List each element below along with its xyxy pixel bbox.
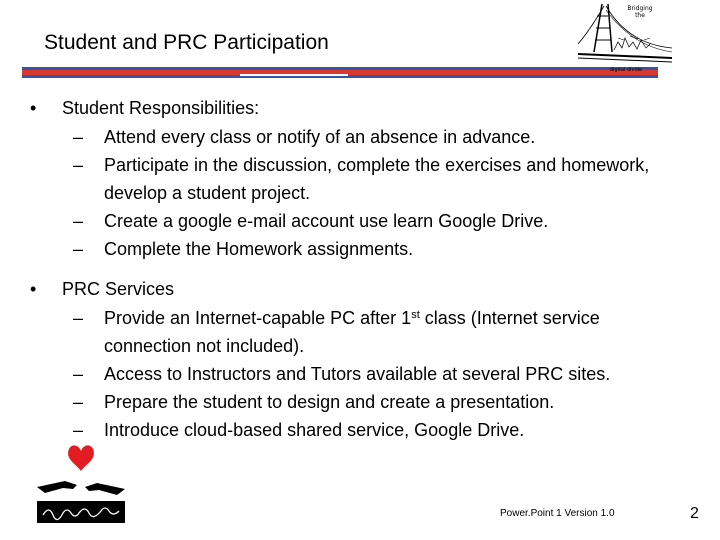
slide-title: Student and PRC Participation [44, 31, 329, 54]
sub-item: – Access to Instructors and Tutors available at several PRC sites. [30, 360, 690, 388]
sub-item: – Introduce cloud-based shared service, Google Drive. [30, 416, 690, 444]
bullet-heading: PRC Services [62, 279, 175, 299]
bullet-glyph: • [30, 279, 37, 299]
sub-item-text: Access to Instructors and Tutors available at several PRC sites. [104, 364, 611, 384]
sub-item-text: Attend every class or notify of an absence in advance. [104, 127, 536, 147]
sub-item-text: Provide an Internet-capable PC after 1st class (Internet service connection not included). [104, 308, 600, 356]
page-number: 2 [690, 505, 699, 522]
bullet-heading: Student Responsibilities: [62, 98, 260, 118]
sub-item-text: Introduce cloud-based shared service, Google Drive. [104, 420, 525, 440]
sub-item-text: Participate in the discussion, complete the exercises and homework, develop a student project. [104, 155, 650, 203]
sub-item-text: Prepare the student to design and create a presentation. [104, 392, 555, 412]
bullet-student-responsibilities [30, 94, 690, 123]
bridge-logo-icon [578, 0, 672, 76]
svg-text:digital divide: digital divide [609, 67, 643, 73]
svg-text:Bridging: Bridging [627, 5, 653, 12]
svg-text:the: the [635, 12, 645, 19]
hands-heart-logo-icon [35, 437, 127, 529]
footer-version-text: Power.Point 1 Version 1.0 [500, 508, 615, 519]
sub-item: – Complete the Homework assignments. [30, 235, 690, 263]
sub-item: – Create a google e-mail account use learn Google Drive. [30, 207, 690, 235]
sub-item-text: Complete the Homework assignments. [104, 239, 414, 259]
sub-item: – Prepare the student to design and create a presentation. [30, 388, 690, 416]
sub-item: – Participate in the discussion, complete the exercises and homework, develop a student project. [30, 151, 690, 207]
sub-item: – Provide an Internet-capable PC after 1st class (Internet service connection not included). [30, 304, 690, 360]
bullet-glyph: • [30, 98, 37, 118]
slide-body [30, 94, 690, 444]
title-divider [22, 67, 658, 81]
sub-item-text: Create a google e-mail account use learn Google Drive. [104, 211, 549, 231]
sub-item: – Attend every class or notify of an absence in advance. [30, 123, 690, 151]
bullet-prc-services [30, 275, 690, 304]
